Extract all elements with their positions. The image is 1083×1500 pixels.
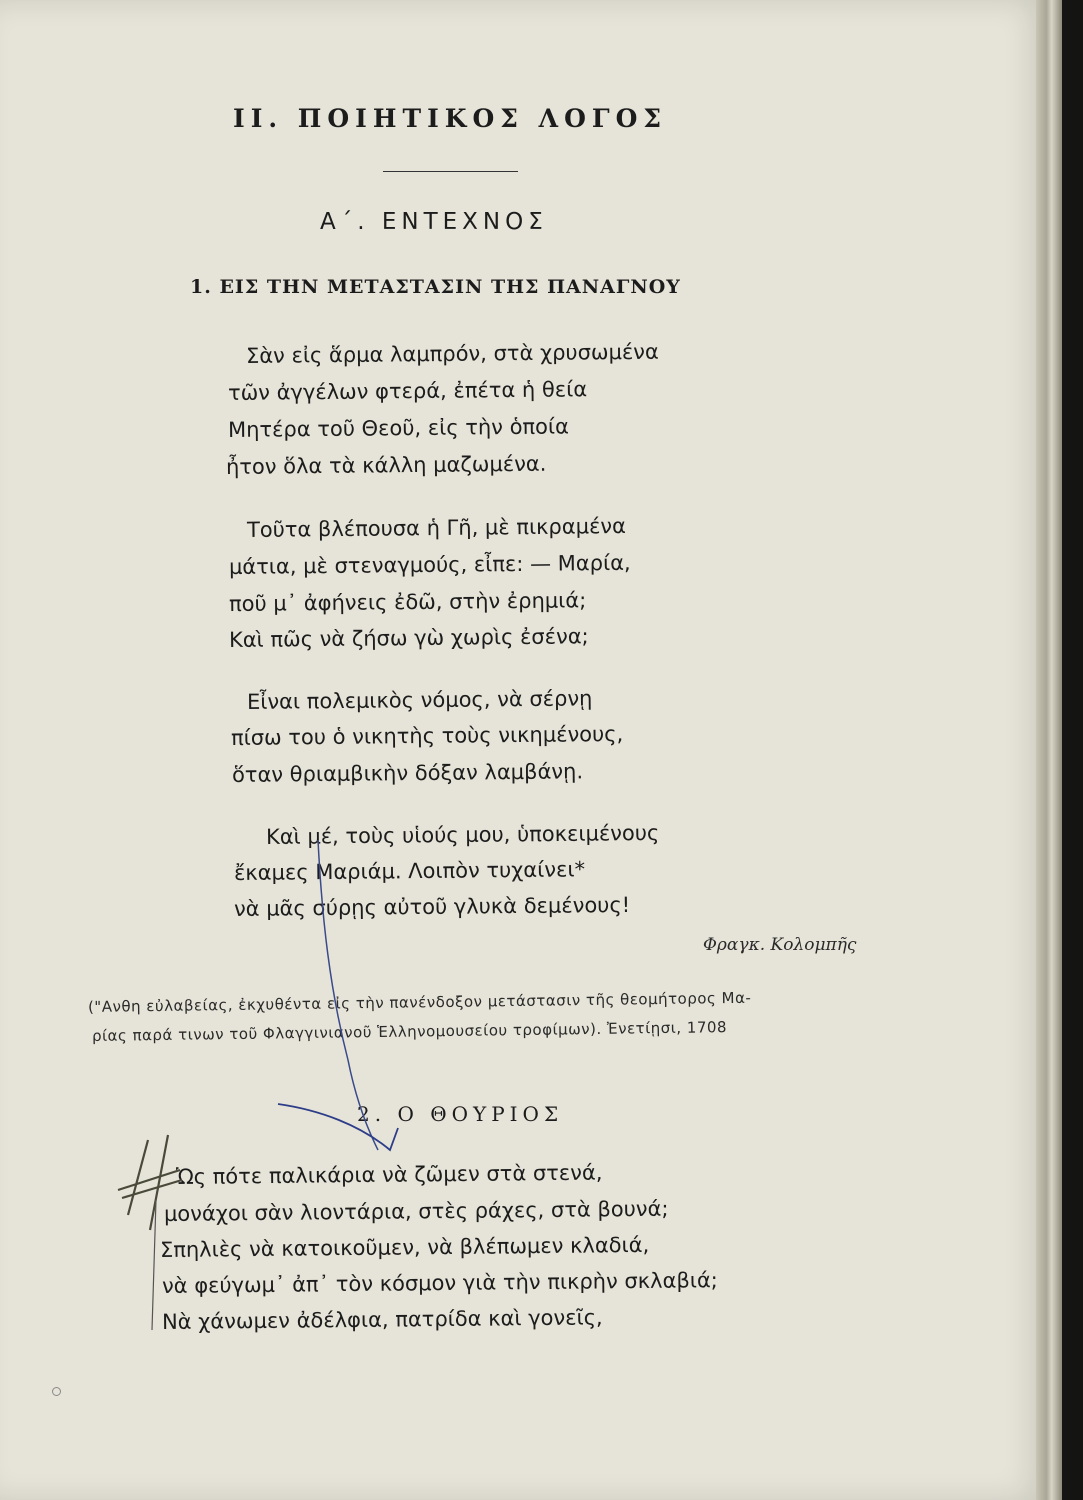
page-edge <box>1036 0 1062 1500</box>
poem1-verse: Μητέρα τοῦ Θεοῦ, εἰς τὴν ὁποία <box>227 414 570 442</box>
subsection-title: Α΄. ΕΝΤΕΧΝΟΣ <box>320 209 548 235</box>
poem2-verse: νὰ φεύγωμ᾽ ἀπ᾽ τὸν κόσμον γιὰ τὴν πικρὴν σκλαβιά; <box>161 1268 718 1298</box>
paper-speck <box>52 1387 61 1396</box>
poem1-verse: νὰ μᾶς σύρῃς αὐτοῦ γλυκὰ δεμένους! <box>233 892 631 921</box>
poem1-verse: Καὶ πῶς νὰ ζήσω γὼ χωρὶς ἐσένα; <box>228 624 589 652</box>
poem2-verse: Νὰ χάνωμεν ἀδέλφια, πατρίδα καὶ γονεῖς, <box>161 1305 603 1334</box>
poem1-verse: μάτια, μὲ στεναγμούς, εἶπε: — Μαρία, <box>228 550 631 579</box>
poem1-verse: Σὰν εἰς ἅρμα λαμπρόν, στὰ χρυσωμένα <box>245 339 659 368</box>
poem1-attribution: Φραγκ. Κολομπῆς <box>703 935 857 955</box>
poem2-verse: Σπηλιὲς νὰ κατοικοῦμεν, νὰ βλέπωμεν κλαδιά, <box>159 1232 650 1262</box>
section-title: II. ΠΟΙΗΤΙΚΟΣ ΛΟΓΟΣ <box>233 104 668 133</box>
poem1-verse: ἦτον ὅλα τὰ κάλλη μαζωμένα. <box>225 451 547 479</box>
poem2-title: 2. Ο ΘΟΥΡΙΟΣ <box>357 1102 564 1126</box>
poem1-verse: ὅταν θριαμβικὴν δόξαν λαμβάνῃ. <box>231 759 584 787</box>
margin-line <box>152 1200 156 1330</box>
poem1-verse: Τοῦτα βλέπουσα ἡ Γῆ, μὲ πικραμένα <box>246 514 627 542</box>
poem1-verse: πίσω του ὁ νικητὴς τοὺς νικημένους, <box>230 721 624 750</box>
poem1-title: 1. ΕΙΣ ΤΗΝ ΜΕΤΑΣΤΑΣΙΝ ΤΗΣ ΠΑΝΑΓΝΟΥ <box>190 276 681 298</box>
poem1-verse: τῶν ἀγγέλων φτερά, ἐπέτα ἡ θεία <box>227 377 588 405</box>
poem2-verse: Ὡς πότε παλικάρια νὰ ζῶμεν στὰ στενά, <box>175 1160 603 1189</box>
poem1-source-line: ("Ανθη εὐλαβείας, ἐκχυθέντα εἰς τὴν πανένδοξον μετάστασιν τῆς θεομήτορος Μα- <box>87 988 752 1016</box>
poem1-source-line: ρίας παρά τινων τοῦ Φλαγγινιανοῦ Ἑλληνομουσείου τροφίμων). Ἐνετίῃσι, 1708 <box>91 1018 728 1045</box>
poem1-verse: ἔκαμες Μαριάμ. Λοιπὸν τυχαίνει* <box>233 857 586 885</box>
poem2-verse: μονάχοι σὰν λιοντάρια, στὲς ράχες, στὰ βουνά; <box>163 1196 669 1226</box>
poem1-verse: Καὶ μέ, τοὺς υἱούς μου, ὑποκειμένους <box>265 820 660 849</box>
title-divider <box>383 171 518 172</box>
book-gutter <box>1062 0 1083 1500</box>
poem1-verse: Εἶναι πολεμικὸς νόμος, νὰ σέρνῃ <box>246 686 593 714</box>
poem1-verse: ποῦ μ᾽ ἀφήνεις ἐδῶ, στὴν ἐρημιά; <box>228 588 587 616</box>
